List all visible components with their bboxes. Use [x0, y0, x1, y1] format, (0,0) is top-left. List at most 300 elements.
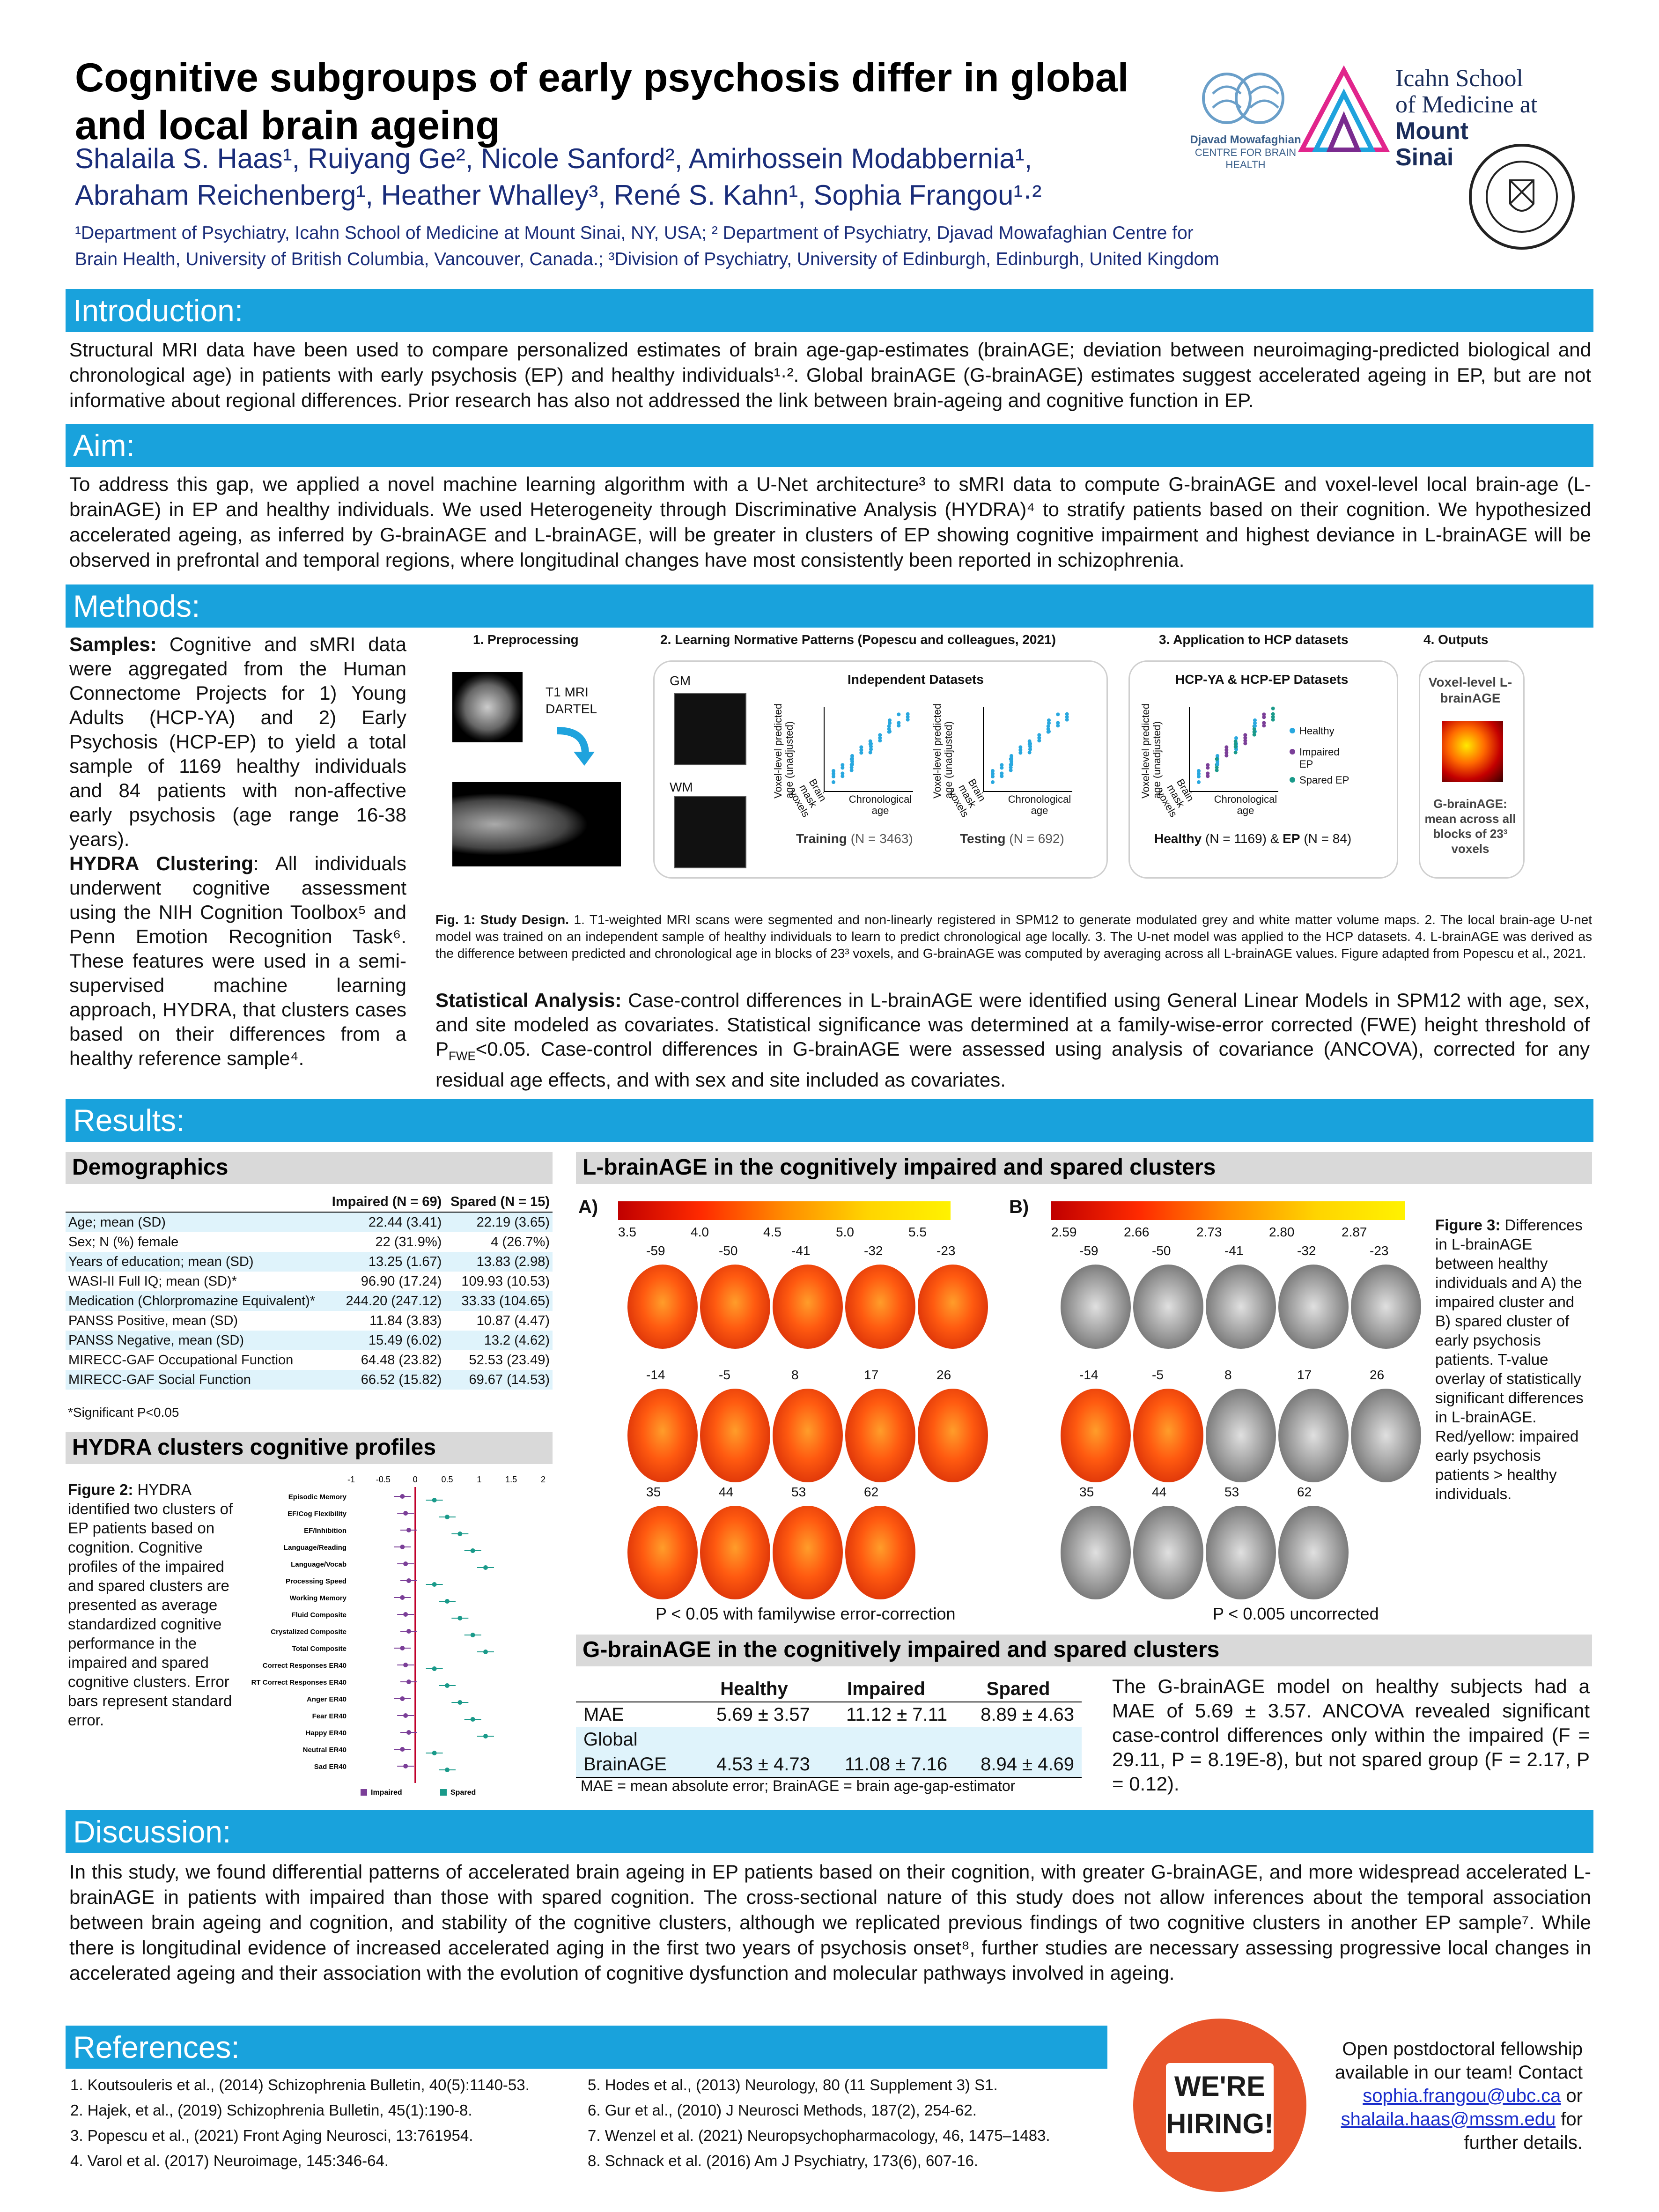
slice-label: 17 — [864, 1368, 879, 1382]
hydra-point — [403, 1663, 408, 1667]
scatter-point — [869, 742, 872, 746]
y-axis-label-testing: Voxel-level predicted age (unadjusted) — [931, 703, 954, 799]
statistical-analysis-text — [435, 988, 1590, 1092]
table-row — [576, 1727, 1082, 1752]
scatter-point — [1215, 757, 1219, 761]
demo-row-label: PANSS Positive, mean (SD) — [68, 1313, 238, 1328]
slice-label: -32 — [864, 1243, 883, 1258]
hydra-tick-label: 0 — [413, 1475, 418, 1484]
scatter-point — [1206, 774, 1209, 778]
gb-global-spared: 8.94 ± 4.69 — [955, 1752, 1082, 1777]
scatter-point — [841, 774, 844, 778]
scatter-point — [1253, 733, 1256, 737]
table-row — [576, 1752, 1082, 1777]
brain-slice-image — [1206, 1389, 1276, 1482]
gm-cube-icon — [674, 693, 746, 765]
scatter-point — [1271, 707, 1275, 710]
scatter-point — [1234, 745, 1238, 749]
brain-mask-label-training: Brain mask voxels — [787, 777, 829, 820]
brain-slice-image — [627, 1389, 698, 1482]
demo-row-label: Sex; N (%) female — [68, 1235, 179, 1250]
slice-label: 44 — [719, 1485, 734, 1499]
demo-row-label: Years of education; mean (SD) — [66, 1252, 325, 1272]
stat-sub: FWE — [449, 1049, 476, 1063]
sinai-logo-line-4: Sinai — [1395, 144, 1454, 171]
scatter-point — [850, 762, 854, 766]
gbrainage-caption: G-brainAGE: mean across all blocks of 23³ voxels — [1424, 797, 1516, 856]
t1-mri-image — [452, 672, 523, 742]
x-axis-label-hcp: Chronological age — [1214, 793, 1277, 816]
brain-mask-label-hcp: Brain mask voxels — [1155, 777, 1197, 820]
reference-item: 6. Gur et al., (2010) J Neurosci Methods, 187(2), 254-62. — [588, 2101, 977, 2119]
hydra-point — [445, 1683, 450, 1688]
hiring-badge-line-1: WE'RE — [1174, 2071, 1266, 2102]
x-axis-label-training: Chronological age — [848, 793, 912, 816]
slice-label: -23 — [1370, 1243, 1389, 1258]
affiliations — [75, 220, 1386, 273]
step-4-title: 4. Outputs — [1423, 632, 1489, 647]
hydra-legend-swatch — [440, 1789, 447, 1796]
hydra-point — [406, 1730, 411, 1735]
poster-title: Cognitive subgroups of early psychosis differ in global and local brain ageing — [75, 55, 1129, 148]
lbrainage-cube-icon — [1442, 721, 1503, 782]
slice-label: -41 — [1224, 1243, 1244, 1258]
colorbar-tick: 2.59 — [1051, 1225, 1077, 1239]
figure-2-text: HYDRA identified two clusters of EP patients based on cognition. Cognitive profiles of the impaired and spared clusters are presented as average standardized cognitive performance in the impaired and spared cognitive clusters. Error bars represent standard error. — [68, 1481, 233, 1729]
scatter-point — [1224, 754, 1228, 757]
testing-label — [960, 831, 1064, 846]
hydra-point — [483, 1734, 488, 1739]
slice-label: 26 — [1370, 1368, 1385, 1382]
panel-b-label: B) — [1009, 1197, 1029, 1217]
hiring-text-1: Open postdoctoral fellowship available in our team! Contact — [1335, 2039, 1583, 2083]
colorbar-tick: 5.5 — [908, 1225, 927, 1239]
figure-2-label: Figure 2: — [68, 1481, 133, 1498]
slice-label: 8 — [1224, 1368, 1232, 1382]
scatter-point — [887, 730, 891, 734]
hydra-point — [400, 1494, 405, 1499]
hydra-item-label: Fear ER40 — [312, 1712, 347, 1720]
colorbar-tick: 2.66 — [1124, 1225, 1150, 1239]
slice-label: -41 — [791, 1243, 811, 1258]
stat-text-2: <0.05. Case-control differences in G-brainAGE were assessed using analysis of covariance (ANCOVA), corrected for any residual age effects, and with sex and site included as covariates. — [435, 1038, 1590, 1091]
table-row — [66, 1252, 553, 1272]
affiliation-line-1: ¹Department of Psychiatry, Icahn School of Medicine at Mount Sinai, NY, USA; ² Department of Psychiatry, Djavad Mowafaghian Centre for — [75, 223, 1194, 243]
scatter-point — [878, 739, 882, 742]
demo-row-label: Medication (Chlorpromazine Equivalent)* — [66, 1291, 325, 1311]
legend-healthy-dot — [1290, 728, 1295, 733]
slice-label: 53 — [791, 1485, 806, 1499]
djavad-logo-line-1: Djavad Mowafaghian — [1190, 133, 1301, 146]
hydra-legend-label: Spared — [450, 1789, 476, 1797]
hydra-item-label: Sad ER40 — [314, 1763, 347, 1771]
hydra-point — [483, 1565, 488, 1570]
scatter-point — [1028, 747, 1032, 751]
demo-row-value: 13.83 (2.98) — [444, 1252, 553, 1272]
figure-3-text: Differences in L-brainAGE between healthy individuals and A) the impaired cluster and B) spared cluster of early psychosis patients. T-value overlay of statistically significant differences in L-brainAGE. Red/yellow: impaired early psychosis patients > healthy individuals. — [1435, 1216, 1584, 1502]
hiring-badge-line-2: HIRING! — [1166, 2108, 1274, 2139]
scatter-point — [1000, 774, 1003, 778]
demo-row-value: 13.2 (4.62) — [444, 1331, 553, 1350]
demo-row-value: 96.90 (17.24) — [361, 1274, 442, 1289]
scatter-point — [1010, 762, 1013, 766]
hydra-item-label: Total Composite — [292, 1645, 347, 1653]
slice-label: 35 — [1079, 1485, 1094, 1499]
hydra-point — [403, 1511, 408, 1516]
hydra-point — [400, 1747, 405, 1752]
training-word: Training — [796, 831, 847, 846]
hydra-item-label: Working Memory — [289, 1594, 347, 1602]
hydra-profile-chart — [243, 1468, 553, 1801]
slice-label: -32 — [1297, 1243, 1316, 1258]
colorbar-b — [1051, 1201, 1405, 1220]
scatter-point — [1234, 736, 1238, 740]
hydra-item-label: Crystalized Composite — [271, 1628, 347, 1636]
results-heading: Results: — [66, 1099, 1593, 1142]
hydra-item-label: EF/Inhibition — [304, 1527, 347, 1535]
brain-slice-image — [918, 1389, 988, 1482]
hydra-point — [471, 1717, 475, 1722]
demo-col-spared: Spared (N = 15) — [444, 1192, 553, 1212]
brain-slice-image — [918, 1265, 988, 1349]
scatter-point — [1000, 766, 1003, 769]
hydra-tick-label: 0.5 — [441, 1475, 453, 1484]
hydra-item-label: Episodic Memory — [288, 1493, 347, 1501]
reference-item: 7. Wenzel et al. (2021) Neuropsychopharmacology, 46, 1475–1483. — [588, 2127, 1050, 2144]
demo-row-label: PANSS Negative, mean (SD) — [66, 1331, 325, 1350]
hydra-text: : All individuals underwent cognitive assessment using the NIH Cognition Toolbox⁵ and Penn Emotion Recognition Task⁶. These features were used in a semi-supervised machine learning approach, HYDRA, that clusters cases based on their differences from a healthy reference sample⁴. — [69, 852, 407, 1069]
hydra-legend-label: Impaired — [371, 1789, 402, 1797]
slice-label: 17 — [1297, 1368, 1312, 1382]
sinai-logo-icon — [1297, 61, 1391, 155]
step-2-title: 2. Learning Normative Patterns (Popescu and colleagues, 2021) — [660, 632, 1056, 647]
hydra-point — [471, 1548, 475, 1553]
hydra-item-label: Language/Vocab — [291, 1561, 347, 1568]
email-link-frangou[interactable]: sophia.frangou@ubc.ca — [1363, 2086, 1561, 2106]
scatter-point — [1262, 724, 1266, 727]
colorbar-tick: 5.0 — [836, 1225, 854, 1239]
demo-row-value: 10.87 (4.47) — [476, 1313, 550, 1328]
study-design-figure — [435, 632, 1592, 904]
x-axis-label-testing: Chronological age — [1008, 793, 1071, 816]
brain-slice-image — [627, 1265, 698, 1349]
figure-2-caption — [68, 1480, 246, 1730]
hydra-point — [432, 1751, 437, 1755]
references-right — [588, 2072, 1112, 2174]
brain-slice-image — [1351, 1389, 1421, 1482]
brain-slice-image — [1206, 1506, 1276, 1599]
hcp-datasets-label: HCP-YA & HCP-EP Datasets — [1175, 672, 1349, 687]
scatter-point — [869, 751, 872, 755]
scatter-point — [1009, 769, 1013, 772]
hydra-point — [403, 1612, 408, 1617]
reference-item: 4. Varol et al. (2017) Neuroimage, 145:346-64. — [70, 2152, 389, 2169]
demo-row-value: 64.48 (23.82) — [361, 1353, 442, 1368]
hydra-point — [400, 1696, 405, 1701]
scatter-point — [991, 780, 995, 784]
hydra-tick-label: 1 — [477, 1475, 482, 1484]
demo-row-value: 13.25 (1.67) — [325, 1252, 444, 1272]
figure-3-label: Figure 3: — [1435, 1216, 1501, 1234]
brain-slice-image — [1133, 1389, 1203, 1482]
hiring-badge — [1133, 2019, 1306, 2192]
hcp-sample-label — [1154, 831, 1351, 846]
sinai-logo-line-3: Mount — [1395, 118, 1468, 145]
reference-item: 2. Hajek, et al., (2019) Schizophrenia Bulletin, 45(1):190-8. — [70, 2101, 472, 2119]
hydra-tick-label: 1.5 — [505, 1475, 517, 1484]
samples-label: Samples: — [69, 633, 157, 655]
testing-n: (N = 692) — [1009, 831, 1064, 846]
brain-slice-image — [845, 1506, 915, 1599]
slice-label: 53 — [1224, 1485, 1239, 1499]
scatter-point — [832, 780, 835, 784]
scatter-point — [859, 751, 863, 755]
demo-row-value: 69.67 (14.53) — [444, 1370, 553, 1390]
wm-label: WM — [670, 780, 693, 794]
slice-label: -50 — [719, 1243, 738, 1258]
gb-global-label-1: Global — [576, 1727, 691, 1752]
references-heading: References: — [66, 2026, 1107, 2069]
hydra-legend-swatch — [361, 1789, 367, 1796]
demo-row-value: 4 (26.7%) — [491, 1235, 550, 1250]
brain-slice-image — [773, 1389, 843, 1482]
hydra-heading: HYDRA clusters cognitive profiles — [66, 1432, 553, 1464]
hydra-point — [483, 1650, 488, 1654]
brain-slice-image — [1351, 1265, 1421, 1349]
scatter-point — [1215, 769, 1219, 772]
scatter-point — [1234, 751, 1238, 755]
gbrainage-note: MAE = mean absolute error; BrainAGE = brain age-gap-estimator — [581, 1777, 1016, 1794]
colorbar-tick: 2.73 — [1196, 1225, 1222, 1239]
table-row — [66, 1232, 553, 1252]
scatter-point — [1197, 775, 1201, 778]
legend-spared: Spared EP — [1299, 774, 1349, 786]
affiliation-line-2: Brain Health, University of British Columbia, Vancouver, Canada.; ³Division of Psychiatry, University of Edinburgh, Edinburgh, United Kingdom — [75, 249, 1219, 269]
scatter-point — [1243, 741, 1247, 745]
email-link-haas[interactable]: shalaila.haas@mssm.edu — [1341, 2109, 1556, 2130]
wm-cube-icon — [674, 796, 746, 868]
demo-row-value: 22 (31.9%) — [375, 1235, 442, 1250]
reference-item: 3. Popescu et al., (2021) Front Aging Neurosci, 13:761954. — [70, 2127, 473, 2144]
demo-row-value: 109.93 (10.53) — [461, 1274, 550, 1289]
gb-mae-label: MAE — [583, 1704, 624, 1725]
gm-label: GM — [670, 673, 691, 688]
scatter-point — [991, 775, 995, 778]
slice-label: 35 — [646, 1485, 661, 1499]
hydra-point — [403, 1713, 408, 1718]
training-label — [796, 831, 913, 846]
table-row — [66, 1212, 553, 1232]
hydra-point — [432, 1498, 437, 1502]
scatter-point — [1037, 739, 1041, 742]
hydra-point — [406, 1629, 411, 1634]
brain-slice-image — [1278, 1506, 1349, 1599]
brain-slice-image — [1133, 1265, 1203, 1349]
table-row — [66, 1350, 553, 1370]
slice-label: 26 — [936, 1368, 951, 1382]
scatter-point — [1028, 751, 1032, 755]
discussion-text: In this study, we found differential patterns of accelerated brain ageing in EP patients based on their cognition, with greater G-brainAGE, and more widespread accelerated L-brainAGE in patients with impaired than those with spared cognition. The cross-sectional nature of this study does not allow inferences about the temporal association between brain ageing and cognition, and stability of the cognitive clusters, although we replicated previous findings of two cognitive clusters in another EP sample⁷. While there is longitudinal evidence of increased accelerated aging in the first two years of psychosis onset⁸, further studies are necessary assessing progressive local changes in accelerated ageing and their association with the evolution of cognitive dysfunction and molecular pathways involved in ageing. — [69, 1861, 1591, 1984]
hydra-label: HYDRA Clustering — [69, 852, 253, 874]
scatter-point — [1262, 715, 1266, 719]
colorbar-tick: 2.87 — [1342, 1225, 1367, 1239]
hiring-text-2: for further details. — [1464, 2109, 1583, 2153]
figure-3-caption — [1435, 1215, 1590, 1503]
gb-col-healthy: Healthy — [691, 1677, 818, 1702]
brain-slice-image — [627, 1506, 698, 1599]
scatter-point — [1056, 712, 1060, 716]
t1-dartel-label: T1 MRI DARTEL — [546, 685, 597, 716]
hydra-point — [432, 1666, 437, 1671]
demo-row-label: Age; mean (SD) — [66, 1212, 325, 1232]
scatter-point — [869, 747, 873, 751]
demo-row-value: 33.33 (104.65) — [444, 1291, 553, 1311]
slice-label: 62 — [1297, 1485, 1312, 1499]
scatter-point — [1065, 718, 1069, 722]
brain-slice-image — [773, 1506, 843, 1599]
authors-line-1: Shalaila S. Haas¹, Ruiyang Ge², Nicole Sanford², Amirhossein Modabbernia¹, — [75, 143, 1032, 174]
hydra-point — [471, 1633, 475, 1637]
brain-slice-image — [1278, 1265, 1349, 1349]
gbrainage-text: The G-brainAGE model on healthy subjects had a MAE of 5.69 ± 3.57. ANCOVA revealed significant case-control differences only within the impaired (F = 29.11, P = 8.19E-8), but not spared group (F = 2.17, P = 0.12). — [1112, 1675, 1590, 1795]
hydra-point — [457, 1700, 462, 1705]
reference-item: 5. Hodes et al., (2013) Neurology, 80 (11 Supplement 3) S1. — [588, 2076, 998, 2094]
demo-row-value: 22.44 (3.41) — [325, 1212, 444, 1232]
panel-a-label: A) — [578, 1197, 598, 1217]
scatter-point — [1197, 780, 1201, 784]
demographics-note: *Significant P<0.05 — [68, 1405, 179, 1420]
brain-slice-image — [700, 1506, 770, 1599]
brain-slice-image — [700, 1265, 770, 1349]
sinai-logo-line-2: of Medicine at — [1395, 91, 1538, 118]
scatter-point — [1047, 721, 1051, 725]
sinai-logo-line-1: Icahn School — [1395, 65, 1523, 92]
legend-healthy: Healthy — [1299, 725, 1335, 737]
segmented-mri-image — [452, 782, 621, 866]
brain-slice-image — [1061, 1506, 1131, 1599]
methods-heading: Methods: — [66, 584, 1593, 628]
brain-mask-label-testing: Brain mask voxels — [946, 777, 988, 820]
hydra-item-label: EF/Cog Flexibility — [288, 1510, 347, 1518]
demo-row-label: MIRECC-GAF Occupational Function — [68, 1353, 294, 1368]
brain-logo-icon — [1199, 70, 1292, 131]
hydra-point — [457, 1616, 462, 1620]
brain-slice-image — [845, 1389, 915, 1482]
gb-mae-healthy: 5.69 ± 3.57 — [716, 1704, 810, 1725]
gbrainage-heading: G-brainAGE in the cognitively impaired and spared clusters — [576, 1635, 1592, 1666]
slice-label: -14 — [646, 1368, 665, 1382]
legend-spared-dot — [1290, 777, 1295, 783]
step-1-title: 1. Preprocessing — [473, 632, 579, 647]
demo-col-impaired: Impaired (N = 69) — [325, 1192, 444, 1212]
djavad-logo — [1189, 70, 1302, 170]
colorbar-tick: 3.5 — [618, 1225, 636, 1239]
voxel-level-label: Voxel-level L-brainAGE — [1428, 675, 1512, 705]
demo-row-value: 66.52 (15.82) — [325, 1370, 444, 1390]
gbrainage-table — [576, 1677, 1082, 1778]
scatter-point — [1056, 724, 1060, 727]
hydra-point — [445, 1768, 450, 1772]
slice-label: -59 — [1079, 1243, 1099, 1258]
scatter-point — [1216, 762, 1219, 766]
scatter-point — [1009, 757, 1013, 761]
slice-label: 62 — [864, 1485, 879, 1499]
slice-label: -23 — [936, 1243, 956, 1258]
figure-1-label: Fig. 1: Study Design. — [435, 912, 569, 927]
scatter-point — [841, 766, 844, 769]
scatter-point — [832, 775, 835, 778]
author-list — [75, 141, 1199, 214]
brain-slice-image — [1278, 1389, 1349, 1482]
slice-label: 8 — [791, 1368, 799, 1382]
scatter-point — [1206, 766, 1209, 769]
reference-item: 8. Schnack et al. (2016) Am J Psychiatry, 173(6), 607-16. — [588, 2152, 978, 2169]
scatter-point — [1253, 724, 1257, 728]
stat-label: Statistical Analysis: — [435, 989, 622, 1011]
scatter-point — [850, 769, 854, 772]
ep-n: (N = 84) — [1304, 831, 1352, 846]
legend-impaired-dot — [1290, 749, 1295, 755]
slice-label: -14 — [1079, 1368, 1099, 1382]
gb-mae-spared: 8.89 ± 4.63 — [981, 1704, 1074, 1725]
arrow-down-icon — [553, 726, 595, 768]
slice-label: 44 — [1152, 1485, 1167, 1499]
aim-text: To address this gap, we applied a novel machine learning algorithm with a U-Net architecture³ to sMRI data to compute G-brainAGE and voxel-level local brain-age (L-brainAGE) in EP and healthy individuals. We used Heterogeneity through Discriminative Analysis (HYDRA)⁴ to stratify patients based on their cognition. We hypothesized accelerated ageing, as inferred by G-brainAGE and L-brainAGE, will be greater in clusters of EP showing cognitive impairment and highest deviance in L-brainAGE will be observed in prefrontal and temporal regions, where longitudinal changes have most consistently been reported in schizophrenia. — [69, 473, 1591, 571]
healthy-word: Healthy — [1154, 831, 1202, 846]
y-axis-label-hcp: Voxel-level predicted age (unadjusted) — [1140, 703, 1163, 799]
edinburgh-logo — [1466, 141, 1578, 253]
gb-mae-impaired: 11.12 ± 7.11 — [846, 1704, 948, 1725]
brain-slice-image — [1133, 1506, 1203, 1599]
reference-item: 1. Koutsouleris et al., (2014) Schizophrenia Bulletin, 40(5):1140-53. — [70, 2076, 530, 2094]
hydra-tick-label: -1 — [347, 1475, 355, 1484]
gb-col-spared: Spared — [955, 1677, 1082, 1702]
stat-text: Case-control differences in L-brainAGE were identified using General Linear Models in SPM12 with age, sex, and site modeled as covariates. Statistical significance was determined at a family-wise-error corrected (FWE) height threshold of P — [435, 989, 1590, 1060]
testing-word: Testing — [960, 831, 1006, 846]
scatter-point — [897, 712, 900, 716]
legend-impaired: Impaired EP — [1299, 746, 1340, 770]
slice-label: -5 — [1152, 1368, 1164, 1382]
hiring-or: or — [1561, 2086, 1583, 2106]
hydra-point — [406, 1679, 411, 1684]
hydra-tick-label: -0.5 — [376, 1475, 391, 1484]
hydra-point — [432, 1582, 437, 1587]
step-3-title: 3. Application to HCP datasets — [1159, 632, 1349, 647]
caption-uncorrected: P < 0.005 uncorrected — [1213, 1604, 1379, 1623]
table-row — [66, 1331, 553, 1350]
table-row — [66, 1311, 553, 1331]
slice-label: -50 — [1152, 1243, 1171, 1258]
ep-word: EP — [1283, 831, 1300, 846]
introduction-heading: Introduction: — [66, 289, 1593, 332]
lbrainage-heading: L-brainAGE in the cognitively impaired and spared clusters — [576, 1152, 1592, 1184]
brain-slice-image — [773, 1265, 843, 1349]
scatter-point — [897, 724, 900, 727]
demo-row-label: MIRECC-GAF Social Function — [66, 1370, 325, 1390]
figure-1-text: 1. T1-weighted MRI scans were segmented and non-linearly registered in SPM12 to generate modulated grey and white matter volume maps. 2. The local brain-age U-net model was trained on an independent sample of healthy individuals to learn to predict chronological age locally. 3. The U-net model was applied to the HCP datasets. 4. L-brainAGE was derived as the difference between predicted and chronological age in blocks of 23³ voxels, and G-brainAGE was computed by averaging across all L-brainAGE values. Figure adapted from Popescu et al., 2021. — [435, 912, 1592, 961]
brain-slice-image — [845, 1265, 915, 1349]
brain-slice-image — [700, 1389, 770, 1482]
scatter-point — [850, 757, 854, 761]
scatter-point — [888, 721, 892, 725]
djavad-logo-line-2: CENTRE FOR BRAIN HEALTH — [1194, 147, 1297, 170]
hydra-item-label: Happy ER40 — [305, 1729, 347, 1737]
hydra-item-label: Fluid Composite — [291, 1611, 347, 1619]
slice-label: -5 — [719, 1368, 730, 1382]
table-row — [66, 1370, 553, 1390]
hydra-point — [400, 1646, 405, 1650]
hydra-point — [406, 1528, 411, 1532]
